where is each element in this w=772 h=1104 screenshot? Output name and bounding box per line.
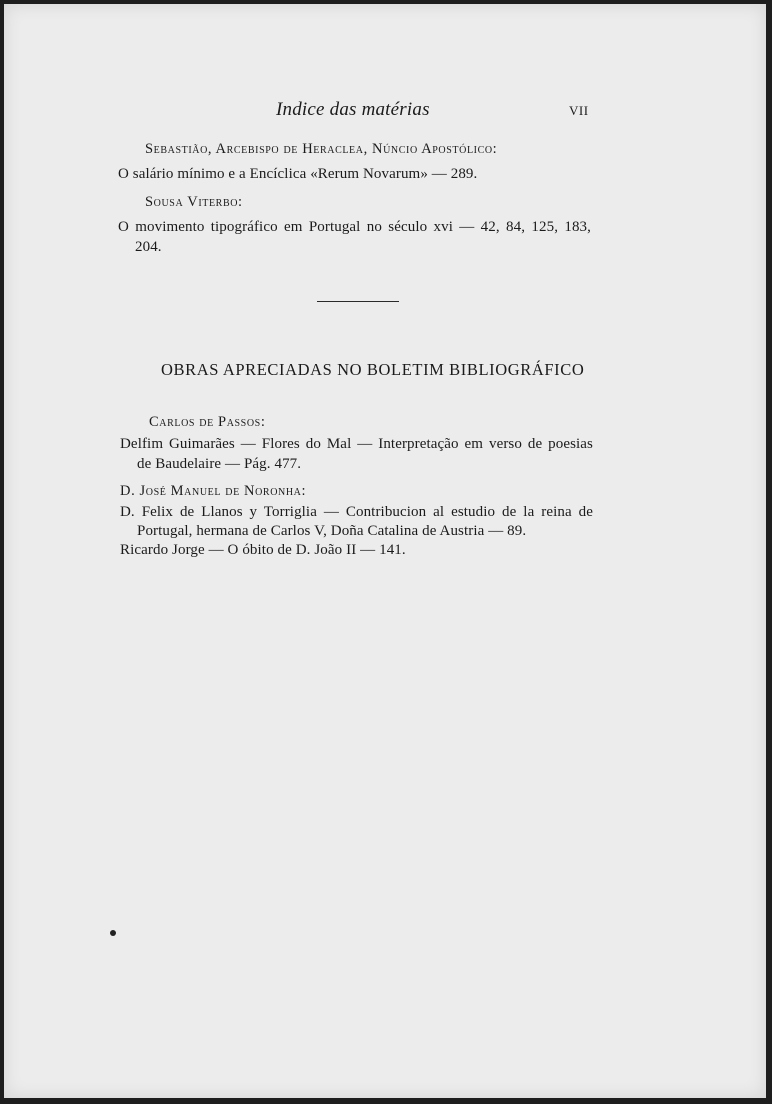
running-title: Indice das matérias xyxy=(276,99,430,120)
index-author: Sousa Viterbo: xyxy=(145,194,243,210)
reviewed-work-continuation: de Baudelaire — Pág. 477. xyxy=(137,456,302,472)
reviewed-work: D. Felix de Llanos y Torriglia — Contribucion al estudio de la reina de xyxy=(120,504,593,520)
section-title: OBRAS APRECIADAS NO BOLETIM BIBLIOGRÁFICO xyxy=(161,360,585,379)
reviewed-work-continuation: Portugal, hermana de Carlos V, Doña Catalina de Austria — 89. xyxy=(137,523,527,539)
page-number: VII xyxy=(569,103,589,118)
section-divider xyxy=(317,301,399,302)
index-work-continuation: 204. xyxy=(135,239,162,255)
reviewed-work: Ricardo Jorge — O óbito de D. João II — 141. xyxy=(120,542,406,558)
index-work: O movimento tipográfico em Portugal no século xvi — 42, 84, 125, 183, xyxy=(118,219,591,235)
reviewer-author: D. José Manuel de Noronha: xyxy=(120,483,307,499)
reviewer-author: Carlos de Passos: xyxy=(149,414,266,430)
index-work: O salário mínimo e a Encíclica «Rerum Novarum» — 289. xyxy=(118,166,478,182)
ink-spot xyxy=(110,930,116,936)
document-page xyxy=(4,4,766,1098)
reviewed-work: Delfim Guimarães — Flores do Mal — Interpretação em verso de poesias xyxy=(120,436,593,452)
index-author: Sebastião, Arcebispo de Heraclea, Núncio Apostólico: xyxy=(145,141,498,157)
